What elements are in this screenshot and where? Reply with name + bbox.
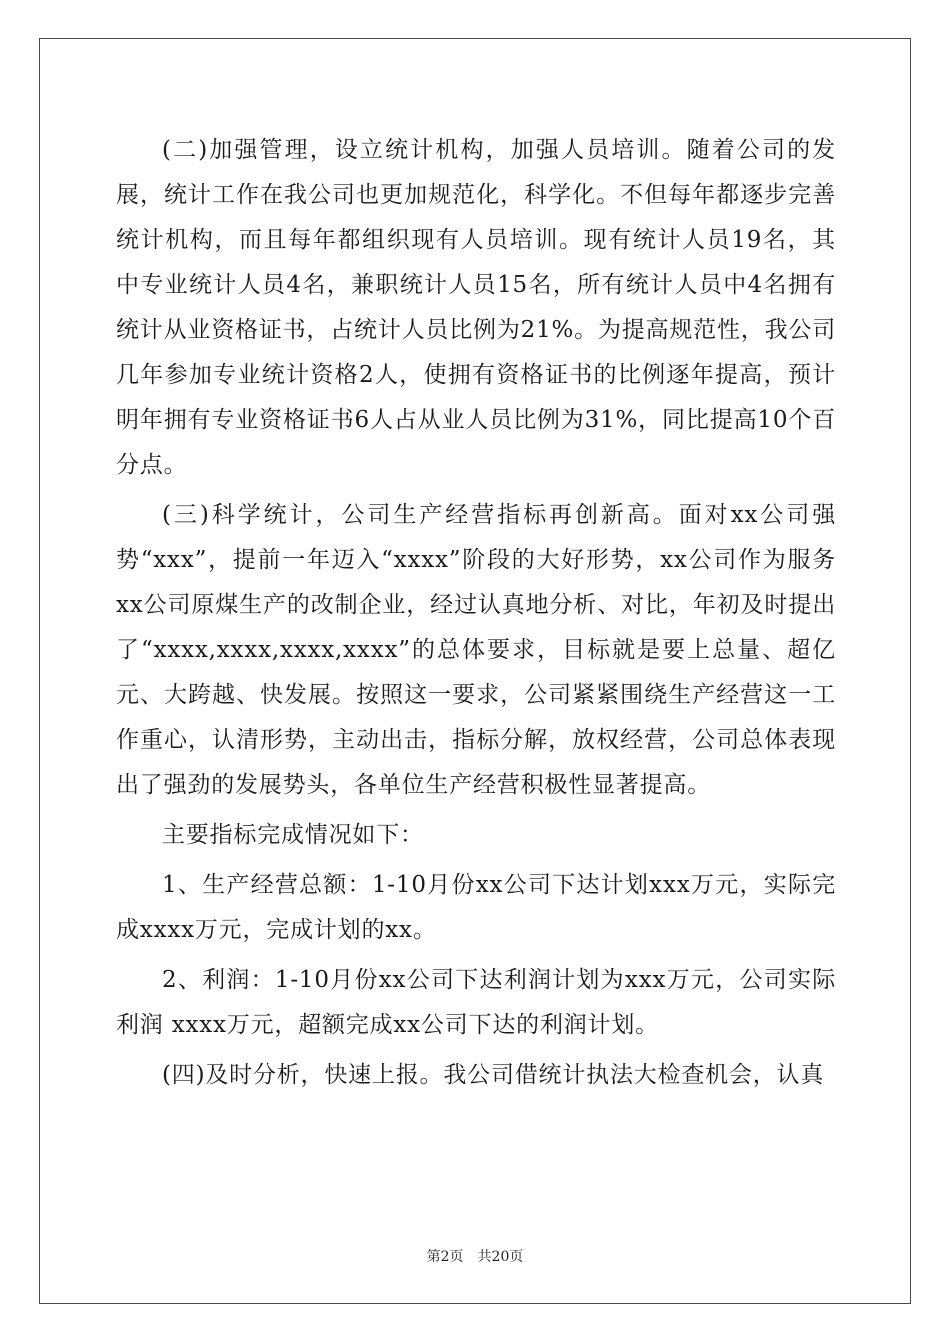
paragraph-section-4: (四)及时分析，快速上报。我公司借统计执法大检查机会，认真 — [162, 1062, 825, 1088]
paragraph-section-2: (二)加强管理，设立统计机构，加强人员培训。随着公司的发展，统计工作在我公司也更加规范化，科学化。不但每年都逐步完善统计机构，而且每年都组织现有人员培训。现有统计人员19名，其中专业统计人员4名，兼职统计人员15名，所有统计人员中4名拥有统计从业资格证书，占统计人员比例为21%。为提高规范性，我公司几年参加专业统计资格2人，使拥有资格证书的比例逐年提高，预计明年拥有专业资格证书6人占从业人员比例为31%，同比提高10个百分点。 — [116, 137, 836, 478]
paragraph-item-1: 1、生产经营总额：1-10月份xx公司下达计划xxx万元，实际完成xxxx万元，完成计划的xx。 — [116, 872, 836, 943]
paragraph-indicators-heading: 主要指标完成情况如下： — [162, 822, 424, 848]
document-body — [116, 128, 836, 1103]
paragraph-item-2: 2、利润：1-10月份xx公司下达利润计划为xxx万元，公司实际利润 xxxx万元，超额完成xx公司下达的利润计划。 — [116, 967, 836, 1038]
paragraph-section-3: (三)科学统计，公司生产经营指标再创新高。面对xx公司强势“xxx”，提前一年迈入“xxxx”阶段的大好形势，xx公司作为服务xx公司原煤生产的改制企业，经过认真地分析、对比，年初及时提出了“xxxx,xxxx,xxxx,xxxx”的总体要求，目标就是要上总量、超亿元、大跨越、快发展。按照这一要求，公司紧紧围绕生产经营这一工作重心，认清形势，主动出击，指标分解，放权经营，公司总体表现出了强劲的发展势头，各单位生产经营积极性显著提高。 — [116, 502, 836, 798]
page-number-footer: 第2页 共20页 — [426, 1249, 524, 1265]
